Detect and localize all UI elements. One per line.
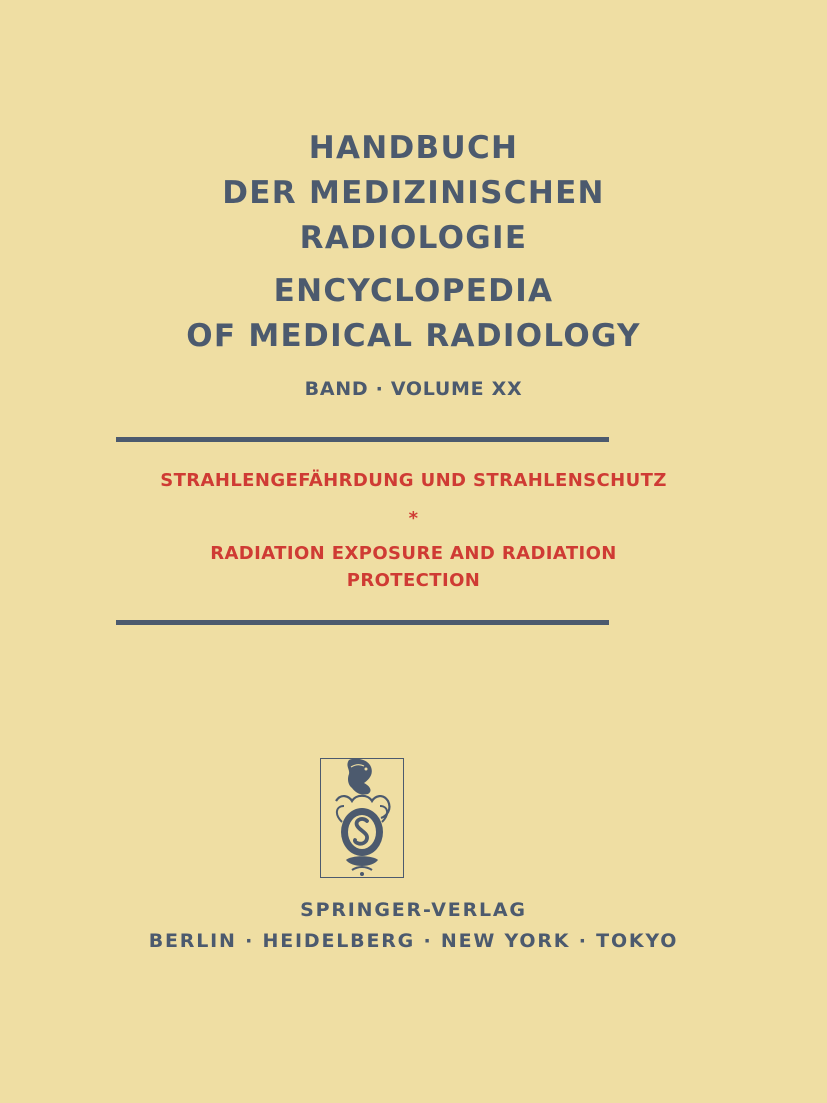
series-title-line-1: HANDBUCH: [308, 130, 519, 166]
english-title-line-1: RADIATION EXPOSURE AND RADIATION: [210, 543, 617, 564]
series-title-line-2: DER MEDIZINISCHEN: [222, 175, 605, 211]
series-title-line-5: OF MEDICAL RADIOLOGY: [186, 318, 641, 354]
english-title-line-2: PROTECTION: [346, 570, 481, 591]
series-title-line-4: ENCYCLOPEDIA: [273, 273, 554, 309]
german-title: STRAHLENGEFÄHRDUNG UND STRAHLENSCHUTZ: [160, 470, 667, 491]
title-separator: *: [408, 508, 419, 529]
series-title-line-3: RADIOLOGIE: [299, 220, 528, 256]
volume-label: BAND · VOLUME XX: [304, 378, 523, 400]
springer-chess-knight-logo-icon: [320, 758, 404, 878]
top-rule: [116, 437, 609, 442]
bottom-rule: [116, 620, 609, 625]
publisher-cities: BERLIN · HEIDELBERG · NEW YORK · TOKYO: [148, 930, 679, 952]
publisher-name: SPRINGER-VERLAG: [300, 899, 527, 921]
